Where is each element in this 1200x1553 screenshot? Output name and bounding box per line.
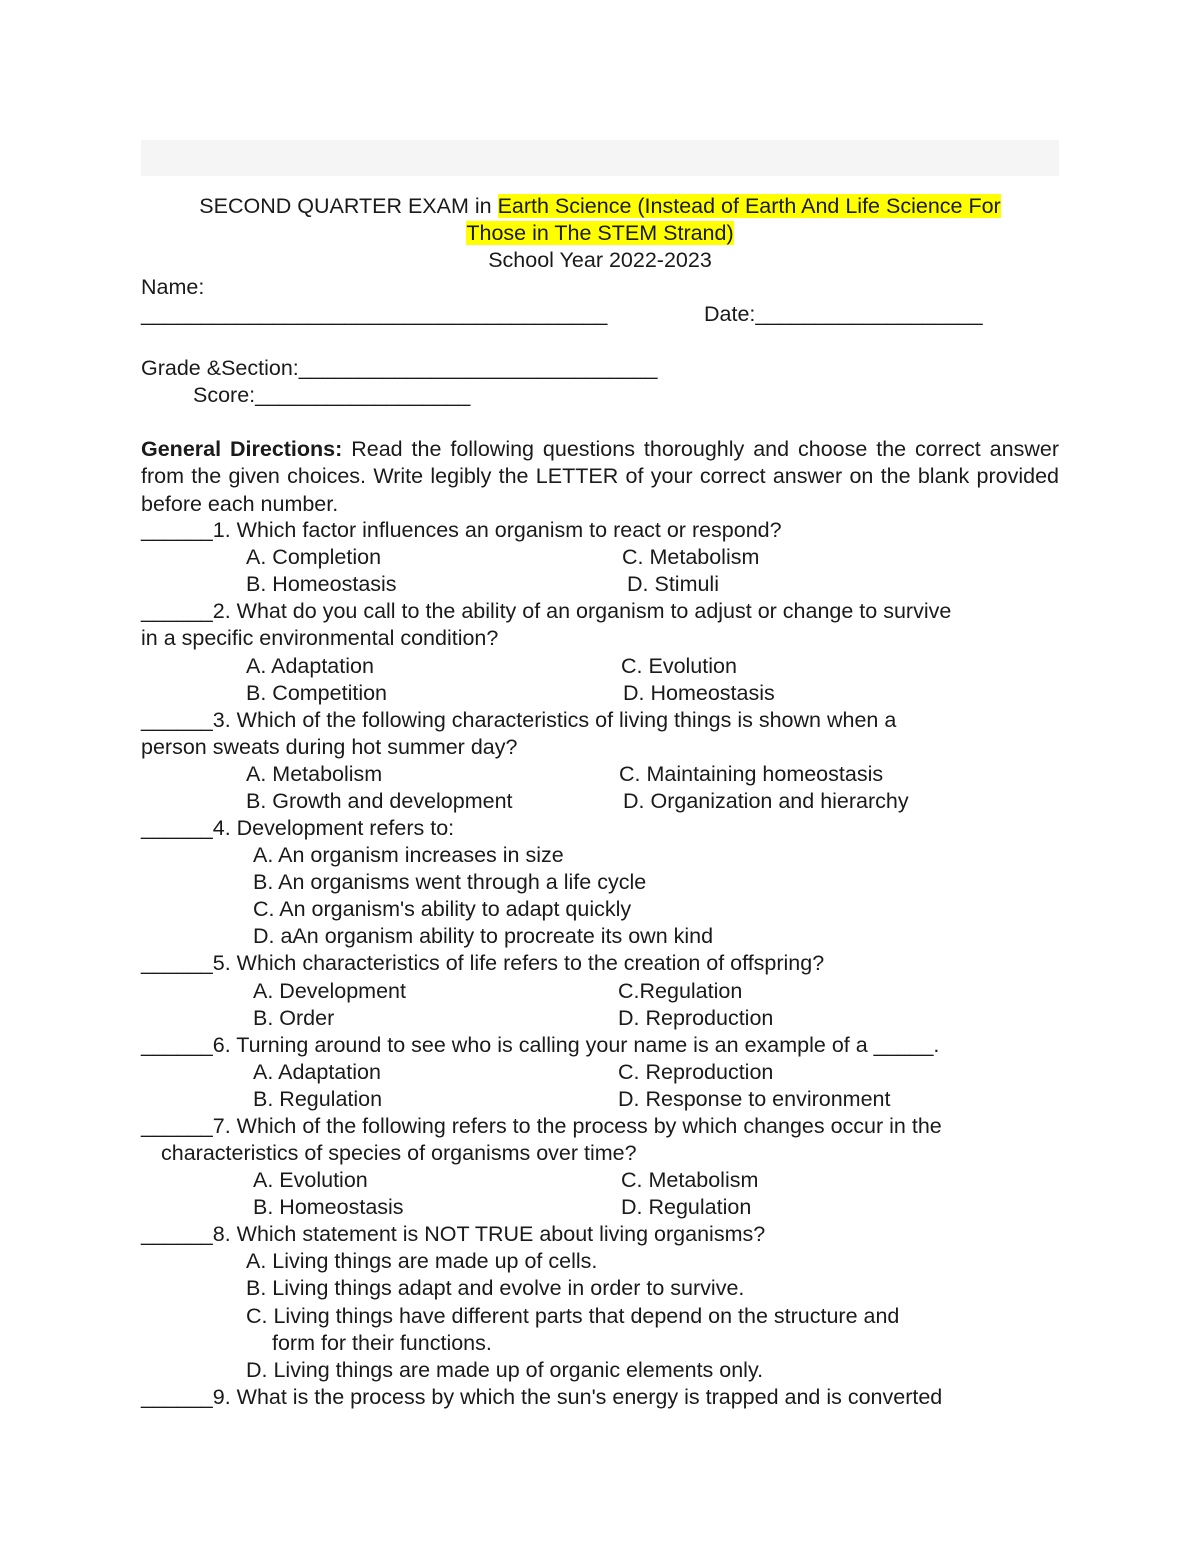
choice-d: D. Organization and hierarchy bbox=[623, 789, 909, 813]
title-highlight-1: Earth Science (Instead of Earth And Life Science For bbox=[497, 194, 1001, 218]
choice-c: C. Metabolism bbox=[622, 545, 760, 569]
choice-c: C. Maintaining homeostasis bbox=[619, 762, 884, 786]
score-label: Score: bbox=[193, 383, 256, 407]
choice-a: A. Completion bbox=[246, 545, 382, 569]
score-field bbox=[193, 382, 470, 409]
choice-d: D. Stimuli bbox=[627, 572, 719, 596]
choice-c: C. Evolution bbox=[621, 654, 737, 678]
choice-b: B. Competition bbox=[246, 681, 388, 705]
date-field bbox=[704, 301, 983, 328]
choice-d: D. Response to environment bbox=[618, 1087, 891, 1111]
choice-c-continuation: form for their functions. bbox=[272, 1331, 492, 1355]
grade-section-field bbox=[141, 355, 657, 382]
choice-d: D. aAn organism ability to procreate its own kind bbox=[253, 924, 714, 948]
choice-a: A. Living things are made up of cells. bbox=[246, 1249, 598, 1273]
question-3: ______3. Which of the following characteristics of living things is shown when a bbox=[141, 708, 897, 732]
title-highlight-2: Those in The STEM Strand) bbox=[466, 221, 734, 245]
header-band bbox=[141, 140, 1059, 176]
directions-label: General Directions: bbox=[141, 437, 343, 461]
choice-c: C.Regulation bbox=[618, 979, 743, 1003]
choice-c: C. Metabolism bbox=[621, 1168, 759, 1192]
choice-a: A. Adaptation bbox=[246, 654, 374, 678]
question-9: ______9. What is the process by which the sun's energy is trapped and is converted bbox=[141, 1385, 943, 1409]
question-2-continuation: in a specific environmental condition? bbox=[141, 626, 499, 650]
choice-a: A. Evolution bbox=[253, 1168, 368, 1192]
exam-title-line2 bbox=[141, 220, 1059, 247]
question-3-continuation: person sweats during hot summer day? bbox=[141, 735, 518, 759]
choice-b: B. An organisms went through a life cycle bbox=[253, 870, 647, 894]
grade-label: Grade &Section: bbox=[141, 356, 299, 380]
choice-c: C. Living things have different parts that depend on the structure and bbox=[246, 1304, 900, 1328]
name-label: Name: bbox=[141, 275, 205, 299]
choice-d: D. Regulation bbox=[621, 1195, 752, 1219]
question-2: ______2. What do you call to the ability of an organism to adjust or change to survive bbox=[141, 599, 952, 623]
question-5: ______5. Which characteristics of life refers to the creation of offspring? bbox=[141, 951, 825, 975]
question-1: ______1. Which factor influences an organism to react or respond? bbox=[141, 518, 782, 542]
choice-d: D. Reproduction bbox=[618, 1006, 774, 1030]
choice-a: A. Metabolism bbox=[246, 762, 383, 786]
question-8: ______8. Which statement is NOT TRUE about living organisms? bbox=[141, 1222, 766, 1246]
choice-d: D. Living things are made up of organic elements only. bbox=[246, 1358, 764, 1382]
question-7: ______7. Which of the following refers to the process by which changes occur in the bbox=[141, 1114, 942, 1138]
choice-a: A. Adaptation bbox=[253, 1060, 381, 1084]
choice-c: C. An organism's ability to adapt quickly bbox=[253, 897, 632, 921]
date-blank: ___________________ bbox=[755, 302, 983, 326]
choice-d: D. Homeostasis bbox=[623, 681, 775, 705]
choice-a: A. Development bbox=[253, 979, 406, 1003]
question-4: ______4. Development refers to: bbox=[141, 816, 455, 840]
choice-b: B. Order bbox=[253, 1006, 335, 1030]
grade-blank: ______________________________ bbox=[298, 356, 658, 380]
question-6: ______6. Turning around to see who is calling your name is an example of a _____. bbox=[141, 1033, 940, 1057]
choice-a: A. An organism increases in size bbox=[253, 843, 564, 867]
question-7-continuation: characteristics of species of organisms over time? bbox=[161, 1141, 637, 1165]
choice-b: B. Growth and development bbox=[246, 789, 513, 813]
school-year: School Year 2022-2023 bbox=[488, 248, 712, 272]
exam-title bbox=[141, 193, 1059, 220]
name-blank: _______________________________________ bbox=[141, 302, 608, 326]
choice-b: B. Regulation bbox=[253, 1087, 383, 1111]
choice-b: B. Homeostasis bbox=[253, 1195, 404, 1219]
general-directions bbox=[141, 436, 1059, 518]
choice-c: C. Reproduction bbox=[618, 1060, 774, 1084]
choice-b: B. Living things adapt and evolve in order to survive. bbox=[246, 1276, 745, 1300]
directions-text: Read the following questions thoroughly and choose the correct answer from the given choices. Write legibly the LETTER of your correct answer on the blank provided before each number. bbox=[141, 437, 1059, 516]
date-label: Date: bbox=[704, 302, 756, 326]
score-blank: __________________ bbox=[255, 383, 471, 407]
title-plain: SECOND QUARTER EXAM in bbox=[199, 194, 498, 218]
choice-b: B. Homeostasis bbox=[246, 572, 397, 596]
